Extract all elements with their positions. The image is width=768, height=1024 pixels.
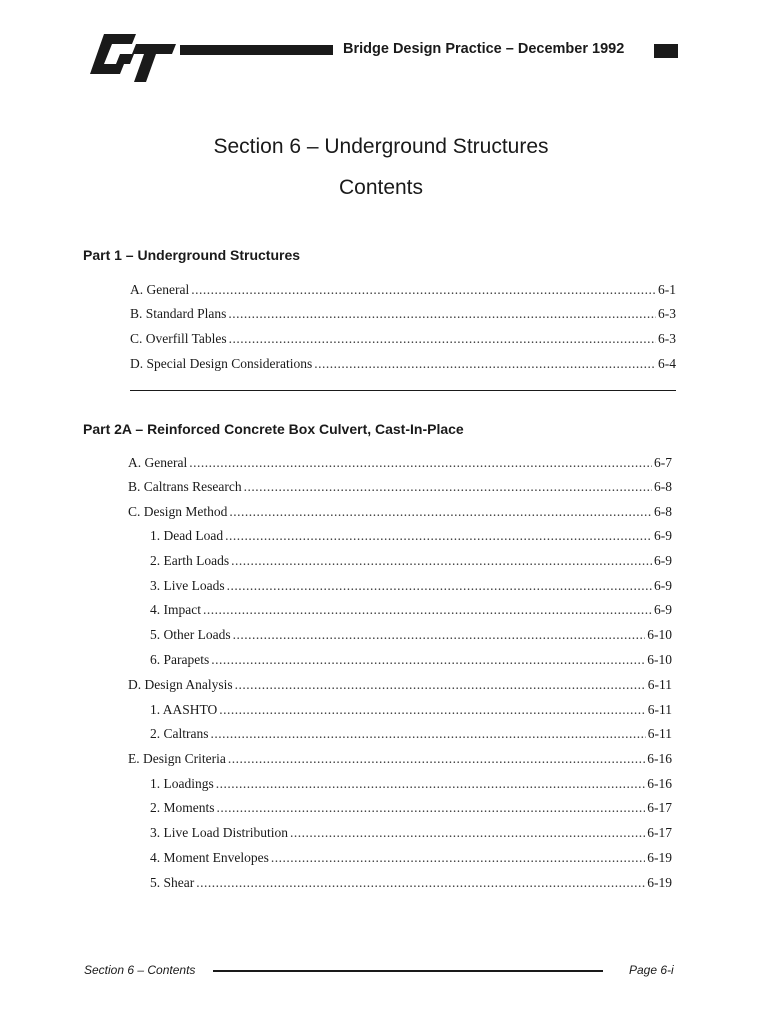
toc-leader [229, 331, 656, 347]
header-rule [180, 45, 333, 55]
toc-entry[interactable] [150, 702, 672, 718]
toc-entry-label: 4. Moment Envelopes [150, 850, 269, 865]
toc-leader [231, 553, 652, 569]
toc-leader [211, 652, 645, 668]
toc-leader [227, 578, 652, 594]
toc-entry-label: C. Design Method [128, 504, 228, 519]
toc-leader [314, 356, 656, 372]
toc-entry[interactable] [130, 356, 676, 372]
toc-entry-page: 6-11 [647, 702, 672, 717]
toc-entry[interactable] [128, 504, 672, 520]
toc-entry-page: 6-19 [647, 875, 672, 890]
toc-entry-label: B. Standard Plans [130, 306, 227, 321]
toc-entry[interactable] [150, 652, 672, 668]
toc-entry[interactable] [130, 282, 676, 298]
part-divider [130, 390, 676, 391]
toc-entry-label: 3. Live Loads [150, 578, 225, 593]
toc-entry-page: 6-10 [647, 652, 672, 667]
toc-entry[interactable] [128, 479, 672, 495]
toc-entry-page: 6-9 [654, 602, 672, 617]
toc-entry-page: 6-8 [654, 479, 672, 494]
toc-leader [235, 677, 646, 693]
toc-entry-page: 6-7 [654, 455, 672, 470]
toc-entry[interactable] [150, 726, 672, 742]
toc-leader [233, 627, 646, 643]
toc-entry-page: 6-11 [647, 726, 672, 741]
toc-leader [216, 776, 646, 792]
toc-entry-page: 6-17 [647, 800, 672, 815]
toc-entry-label: 1. Loadings [150, 776, 214, 791]
toc-entry[interactable] [150, 553, 672, 569]
toc-leader [217, 800, 646, 816]
toc-entry-page: 6-19 [647, 850, 672, 865]
toc-entry[interactable] [130, 331, 676, 347]
toc-entry-page: 6-16 [647, 776, 672, 791]
toc-entry-label: 3. Live Load Distribution [150, 825, 288, 840]
toc-entry-label: 2. Moments [150, 800, 215, 815]
toc-entry-label: D. Design Analysis [128, 677, 233, 692]
toc-entry[interactable] [130, 306, 676, 322]
toc-leader [189, 455, 652, 471]
toc-entry-label: 4. Impact [150, 602, 201, 617]
toc-entry[interactable] [150, 850, 672, 866]
toc-entry[interactable] [150, 627, 672, 643]
toc-entry-page: 6-9 [654, 528, 672, 543]
toc-entry-page: 6-10 [647, 627, 672, 642]
toc-entry-page: 6-9 [654, 553, 672, 568]
toc-entry-page: 6-3 [658, 331, 676, 346]
toc-entry[interactable] [150, 825, 672, 841]
toc-entry-page: 6-11 [647, 677, 672, 692]
header-title: Bridge Design Practice – December 1992 [343, 41, 625, 57]
toc-leader [290, 825, 645, 841]
section-title: Section 6 – Underground Structures [213, 135, 549, 158]
toc-entry-label: D. Special Design Considerations [130, 356, 313, 371]
contents-title: Contents [338, 176, 424, 199]
toc-entry[interactable] [128, 677, 672, 693]
toc-leader [229, 504, 652, 520]
toc-leader [219, 702, 645, 718]
part1-heading: Part 1 – Underground Structures [83, 247, 301, 263]
toc-leader [211, 726, 646, 742]
footer-rule [213, 970, 603, 972]
toc-entry-page: 6-3 [658, 306, 676, 321]
toc-entry-label: 2. Caltrans [150, 726, 209, 741]
toc-leader [191, 282, 656, 298]
toc-entry-label: B. Caltrans Research [128, 479, 242, 494]
toc-entry[interactable] [150, 800, 672, 816]
toc-entry-label: 2. Earth Loads [150, 553, 230, 568]
toc-entry[interactable] [150, 875, 672, 891]
toc-leader [225, 528, 652, 544]
toc-entry[interactable] [150, 578, 672, 594]
footer-page-number: Page 6-i [629, 963, 674, 977]
part2a-heading: Part 2A – Reinforced Concrete Box Culvert, Cast-In-Place [83, 421, 464, 437]
caltrans-logo [84, 30, 176, 84]
toc-leader [244, 479, 652, 495]
header-block [654, 44, 678, 58]
toc-entry-page: 6-8 [654, 504, 672, 519]
toc-entry-label: E. Design Criteria [128, 751, 226, 766]
toc-entry[interactable] [128, 455, 672, 471]
toc-entry-page: 6-4 [658, 356, 676, 371]
toc-entry[interactable] [150, 528, 672, 544]
toc-entry-label: 5. Other Loads [150, 627, 231, 642]
toc-entry-page: 6-16 [647, 751, 672, 766]
toc-entry-page: 6-9 [654, 578, 672, 593]
toc-leader [271, 850, 645, 866]
toc-entry[interactable] [128, 751, 672, 767]
toc-entry-label: A. General [128, 455, 188, 470]
toc-entry-label: 1. AASHTO [150, 702, 218, 717]
toc-entry-label: 6. Parapets [150, 652, 210, 667]
footer-section: Section 6 – Contents [84, 963, 196, 977]
toc-entry-page: 6-1 [658, 282, 676, 297]
toc-leader [203, 602, 652, 618]
toc-leader [228, 751, 645, 767]
toc-entry-label: A. General [130, 282, 190, 297]
toc-leader [228, 306, 656, 322]
toc-entry-label: C. Overfill Tables [130, 331, 227, 346]
toc-entry[interactable] [150, 602, 672, 618]
toc-entry[interactable] [150, 776, 672, 792]
toc-entry-label: 1. Dead Load [150, 528, 224, 543]
toc-leader [196, 875, 645, 891]
toc-entry-page: 6-17 [647, 825, 672, 840]
toc-entry-label: 5. Shear [150, 875, 195, 890]
